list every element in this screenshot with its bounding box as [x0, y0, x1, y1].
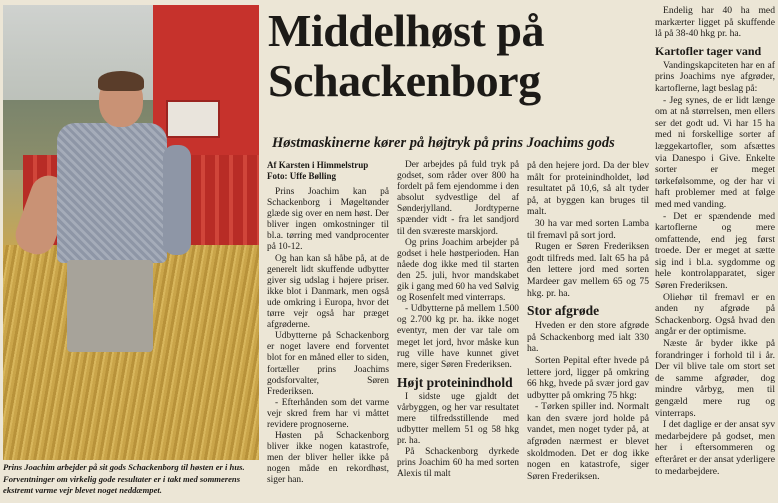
- section-heading: Stor afgrøde: [527, 303, 600, 319]
- photo-caption: Prins Joachim arbejder på sit gods Schackenborg til høsten er i hus. Forventninger om virkelig gode resultater er i takt med sommerens ekstremt varme vejr blevet noget neddæmpet.: [3, 462, 245, 495]
- byline-author: Af Karsten i Himmelstrup: [267, 160, 369, 170]
- paragraph: Udbytterne på Schackenborg er noget lavere end forventet blot for en måned eller to siden, fortæller prins Joachims godsforvalter, Søren Frederiksen.: [267, 331, 389, 397]
- paragraph: I det daglige er der ansat syv medarbejdere på godset, men her i eftersommeren og efteråret er der ansat yderligere to medarbejdere.: [655, 419, 775, 477]
- article-column-3: [527, 160, 649, 482]
- paragraph: Og han kan så håbe på, at de generelt lidt skuffende udbytter giver sig udslag i højere priser. ikke blot i Danmark, men også ude omkring i Europa, hvor det tørre vejr også har præget afgrøderne.: [267, 253, 389, 331]
- paragraph: 30 ha var med sorten Lamba til fremavl på sort jord.: [527, 217, 649, 241]
- article-column-1: [267, 160, 389, 487]
- paragraph: Hveden er den store afgrøde på Schackenborg med ialt 330 ha.: [527, 320, 649, 355]
- section-heading: Højt proteinindhold: [397, 374, 513, 390]
- paragraph: Endelig har 40 ha med markærter ligget på skuffende lå på 38-40 hkg pr. ha.: [655, 5, 775, 40]
- article-column-2: [397, 160, 519, 481]
- paragraph: - Jeg synes, de er lidt længe om at nå størrelsen, men ellers ser det godt ud. Vi har 15 ha med ni forskellige sorter af læggekartofler, som afsættes via Danespo i Give. Enkelte sorter er meget tørkefølsomme, og der har vi haft problemer med at følge med med vanding.: [655, 94, 775, 210]
- headline: [268, 6, 648, 106]
- paragraph: - Det er spændende med kartoflerne og mere omfattende, end jeg først troede. Der er meget at sætte sig ind i bl.a. sygdomme og hele kontrolapparatet, siger Søren Frederiksen.: [655, 210, 775, 292]
- headline-line-1: Middelhøst på: [268, 5, 544, 56]
- paragraph: I sidste uge gjaldt det vårbyggen, og her var resultatet mere tilfredsstillende med udbytter mellem 51 og 58 hkg pr. ha.: [397, 391, 519, 447]
- paragraph: - Tørken spiller ind. Normalt kan den svære jord holde på vandet, men noget tyder på, at afgrøden nærmest er blevet skoldmoden. Det er dog ikke nogen en katastrofe, siger Søren Frederiksen.: [527, 401, 649, 482]
- section-heading: Kartofler tager vand: [655, 43, 762, 58]
- headline-line-2: Schackenborg: [268, 55, 541, 106]
- photo-person-arm-right: [163, 145, 191, 255]
- byline-photo: Foto: Uffe Bølling: [267, 171, 336, 181]
- byline: [267, 160, 389, 182]
- paragraph: - Udbytterne på mellem 1.500 og 2.700 kg pr. ha. ikke noget eventyr, men der var tale om meget let jord, hvor måske kun rug ville have kunnet givet mere, siger Søren Frederiksen.: [397, 304, 519, 370]
- paragraph: På Schackenborg dyrkede prins Joachim 60 ha med sorten Alexis til malt: [397, 447, 519, 480]
- photo-person-shorts: [67, 260, 153, 352]
- paragraph: - Efterhånden som det varme vejr skred frem har vi måttet revidere prognoserne.: [267, 397, 389, 430]
- paragraph: på den hejere jord. Da der blev målt for proteinindholdet, lød resultatet på 10,6, så alt tyder på, at byggen kan bruges til malt.: [527, 160, 649, 218]
- article-column-4: [655, 5, 775, 477]
- photo-person-hair: [98, 71, 144, 91]
- article-photo: [3, 5, 259, 460]
- paragraph: Prins Joachim kan på Schackenborg i Møgeltønder glæde sig over en nem høst. Der bliver ingen omkostninger til bl.a. tørring med vandprocenter på 10-12.: [267, 187, 389, 253]
- paragraph: Næste år byder ikke på forandringer i forhold til i år. Der vil blive tale om stort set de samme afgrøder, dog mindre vårbyg, men til gengæld mere rug og vinterraps.: [655, 338, 775, 419]
- paragraph: Der arbejdes på fuld tryk på godset, som råder over 800 ha fordelt på fem ejendomme i den absolut sydvestlige del af Sønderjylland. Jordtyperne spænder vidt - fra let sandjord til den sværeste marskjord.: [397, 160, 519, 237]
- paragraph: Høsten på Schackenborg bliver ikke nogen katastrofe, men der bliver heller ikke på nogen måde en rekordhøst, siger han.: [267, 431, 389, 486]
- paragraph: Vandingskapciteten har en af prins Joachims nye afgrøder, kartoflerne, lagt beslag på:: [655, 59, 775, 94]
- paragraph: Og prins Joachim arbejder på godset i hele høstperioden. Han nåede dog ikke med til starten den 25. juli, hvor mandskabet gik i gang med 60 ha ved Sølvig og Rosenfelt med vinterraps.: [397, 237, 519, 304]
- paragraph: Oliehør til fremavl er en anden ny afgrøde på Schackenborg. Også hvad den angår er der optimisme.: [655, 291, 775, 338]
- paragraph: Rugen er Søren Frederiksen godt tilfreds med. Ialt 65 ha på den lettere jord med sorten Mardeer gav mellem 65 og 75 hkg. pr. ha.: [527, 241, 649, 299]
- photo-combine-cab-window: [166, 100, 220, 138]
- photo-person-shirt: [57, 123, 167, 263]
- paragraph: Sorten Pepital efter hvede på lettere jord, ligger på omkring 66 hkg, hvede på svær jord gav udbytter på omkring 75 hkg:: [527, 354, 649, 401]
- subheadline: Høstmaskinerne kører på højtryk på prins Joachims gods: [272, 135, 615, 151]
